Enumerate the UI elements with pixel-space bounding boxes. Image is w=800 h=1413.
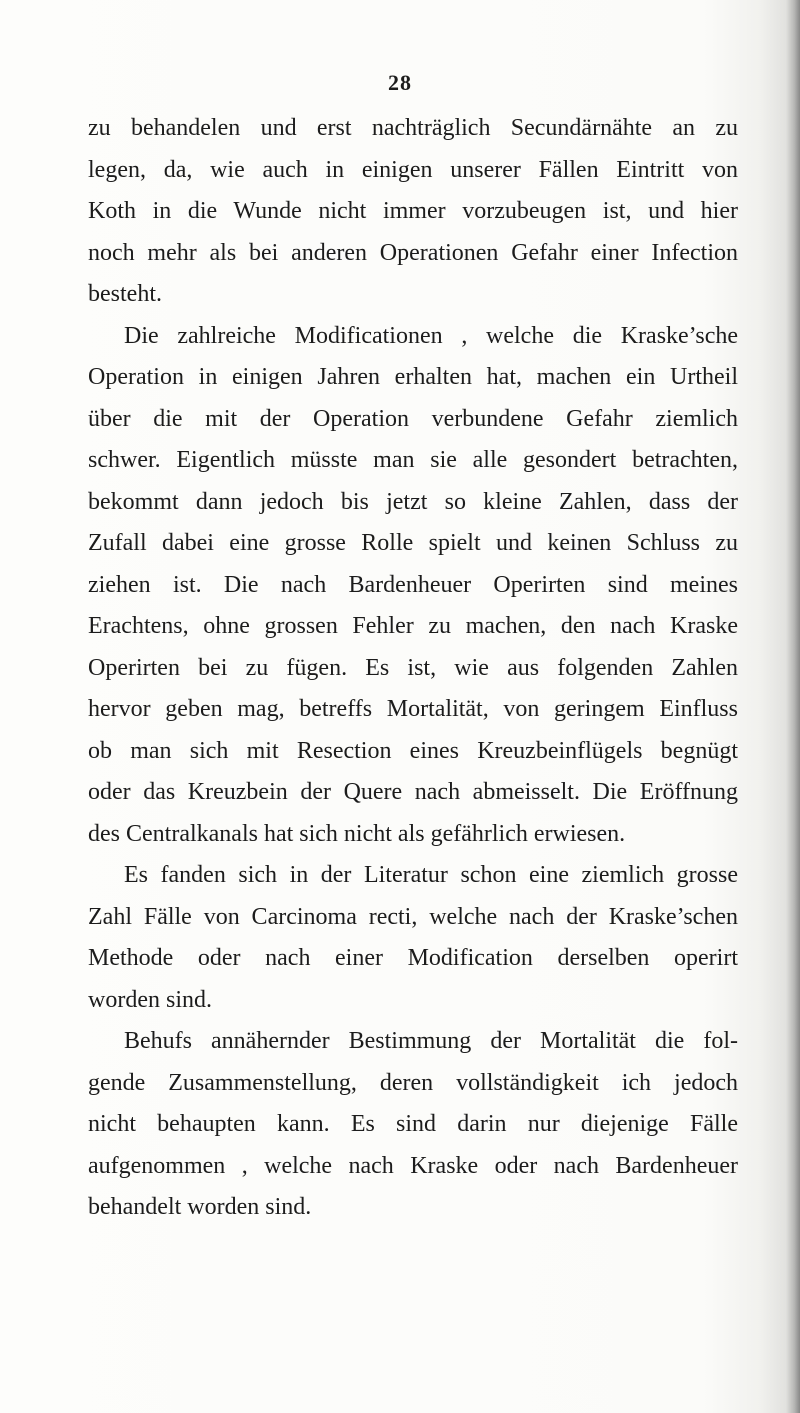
- text-line: oder das Kreuzbein der Quere nach abmeisselt. Die Eröffnung: [88, 779, 738, 805]
- text-line: worden sind.: [88, 986, 212, 1013]
- text-line: gende Zusammenstellung, deren vollständigkeit ich jedoch: [88, 1069, 738, 1096]
- text-line: besteht.: [88, 281, 162, 307]
- text-line: hervor geben mag, betreffs Mortalität, von geringem Einfluss: [88, 696, 738, 722]
- text-line: zu behandelen und erst nachträglich Secundärnähte an zu: [88, 115, 738, 141]
- text-line: Methode oder nach einer Modification derselben operirt: [88, 945, 738, 971]
- text-line: schwer. Eigentlich müsste man sie alle gesondert betrachten,: [88, 447, 738, 473]
- text-line: Erachtens, ohne grossen Fehler zu machen, den nach Kraske: [88, 613, 738, 639]
- page-number: 28: [388, 70, 412, 95]
- text-line: ob man sich mit Resection eines Kreuzbeinflügels begnügt: [88, 737, 738, 764]
- text-line: Operirten bei zu fügen. Es ist, wie aus folgenden Zahlen: [88, 654, 738, 681]
- text-line: Zufall dabei eine grosse Rolle spielt und keinen Schluss zu: [88, 530, 738, 556]
- text-line: aufgenommen , welche nach Kraske oder nach Bardenheuer: [88, 1152, 738, 1179]
- text-line: Die zahlreiche Modificationen , welche die Kraske’sche: [124, 322, 738, 349]
- text-line: Zahl Fälle von Carcinoma recti, welche nach der Kraske’schen: [88, 903, 738, 930]
- text-line: behandelt worden sind.: [88, 1194, 312, 1220]
- text-line: bekommt dann jedoch bis jetzt so kleine Zahlen, dass der: [88, 488, 738, 515]
- text-line: Operation in einigen Jahren erhalten hat, machen ein Urtheil: [88, 364, 738, 390]
- text-line: Es fanden sich in der Literatur schon eine ziemlich grosse: [124, 862, 738, 888]
- page-edge-shadow: [786, 0, 800, 1413]
- text-line: Koth in die Wunde nicht immer vorzubeugen ist, und hier: [88, 198, 738, 224]
- text-line: noch mehr als bei anderen Operationen Gefahr einer Infection: [88, 239, 738, 266]
- text-line: nicht behaupten kann. Es sind darin nur diejenige Fälle: [88, 1111, 738, 1137]
- text-line: ziehen ist. Die nach Bardenheuer Operirten sind meines: [88, 571, 738, 598]
- text-line: legen, da, wie auch in einigen unserer Fällen Eintritt von: [88, 156, 738, 183]
- text-line: des Centralkanals hat sich nicht als gefährlich erwiesen.: [88, 820, 626, 847]
- text-line: Behufs annähernder Bestimmung der Mortalität die fol-: [124, 1028, 738, 1054]
- body-text: [88, 108, 738, 1229]
- text-line: über die mit der Operation verbundene Gefahr ziemlich: [88, 405, 738, 432]
